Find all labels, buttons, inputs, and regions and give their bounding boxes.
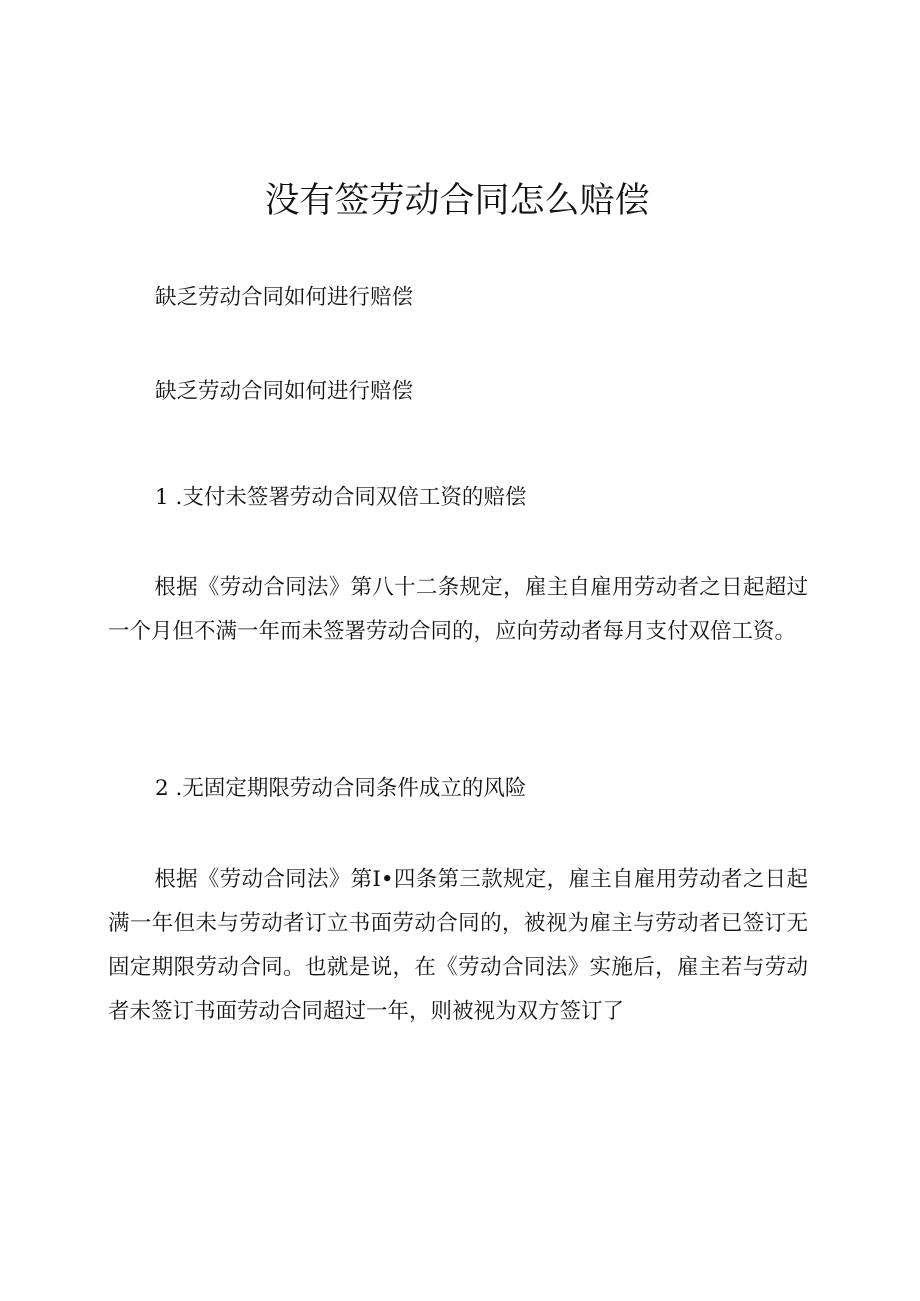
subtitle-1: 缺乏劳动合同如何进行赔偿 — [155, 285, 414, 310]
section-2-body-text: 根据《劳动合同法》第I•四条第三款规定，雇主自雇用劳动者之日起满一年但未与劳动者订立书面劳动合同的，被视为雇主与劳动者已签订无固定期限劳动合同。也就是说，在《劳动合同法》实施后，雇主若与劳动者未签订书面劳动合同超过一年，则被视为双方签订了 — [108, 867, 808, 1024]
section-2-heading: 2 .无固定期限劳动合同条件成立的风险 — [155, 776, 527, 801]
section-1-heading: 1 .支付未签署劳动合同双倍工资的赔偿 — [155, 485, 527, 510]
subtitle-2: 缺乏劳动合同如何进行赔偿 — [155, 379, 414, 404]
section-1-body-text: 根据《劳动合同法》第八十二条规定，雇主自雇用劳动者之日起超过一个月但不满一年而未签署劳动合同的，应向劳动者每月支付双倍工资。 — [108, 575, 808, 644]
document-title: 没有签劳动合同怎么赔偿 — [264, 181, 650, 221]
section-1-body — [108, 566, 808, 654]
section-2-body — [108, 858, 808, 1034]
